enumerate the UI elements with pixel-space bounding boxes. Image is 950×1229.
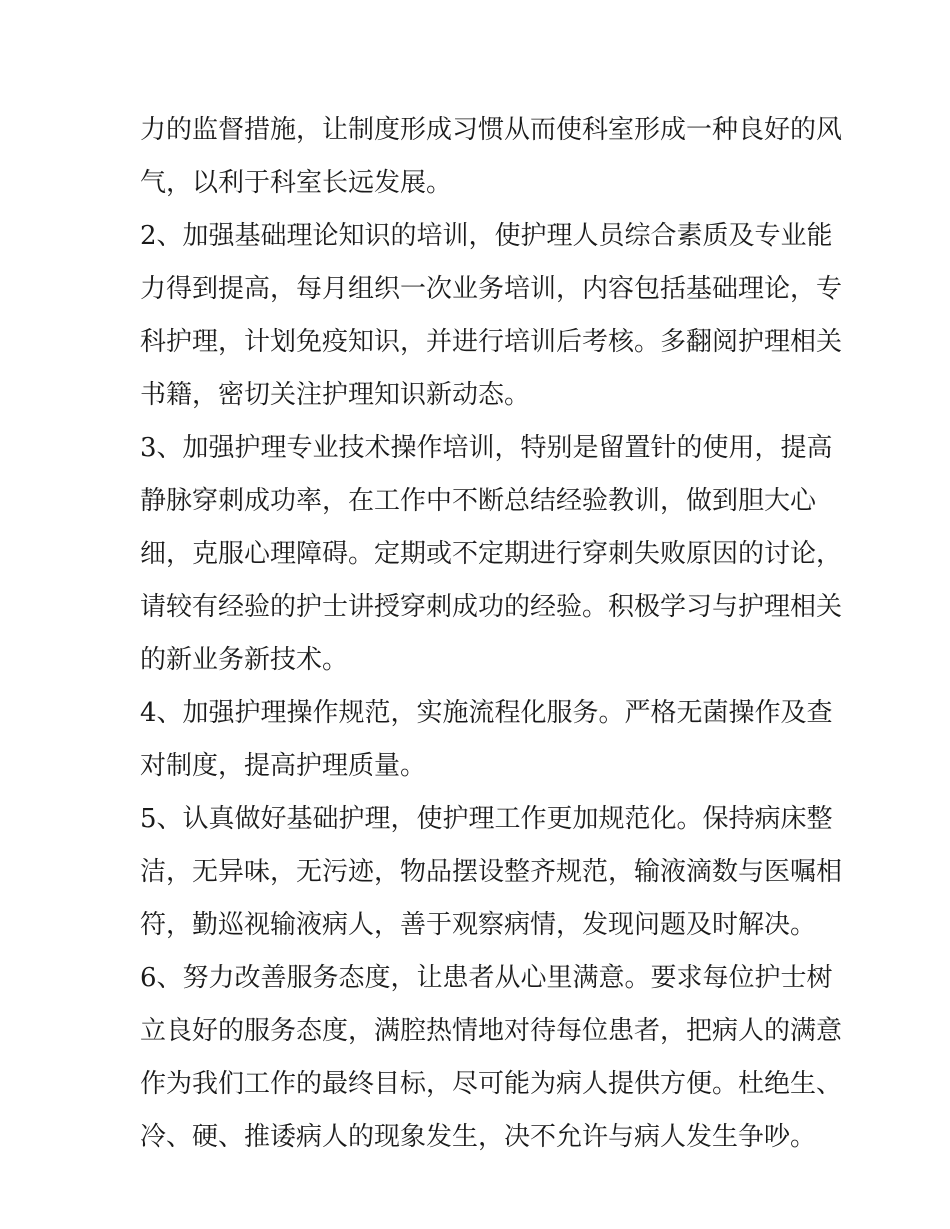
text-line: 冷、硬、推诿病人的现象发生，决不允许与病人发生争吵。 [140,1122,817,1152]
text-line: 科护理，计划免疫知识，并进行培训后考核。多翻阅护理相关 [140,327,843,357]
text-line: 5、认真做好基础护理，使护理工作更加规范化。保持病床整 [140,804,833,834]
text-line: 力得到提高，每月组织一次业务培训，内容包括基础理论，专 [140,274,843,304]
text-line: 气，以利于科室长远发展。 [140,168,453,198]
text-line: 3、加强护理专业技术操作培训，特别是留置针的使用，提高 [140,433,833,463]
document-body [140,104,843,1164]
text-line: 细，克服心理障碍。定期或不定期进行穿刺失败原因的讨论， [140,539,843,569]
text-line: 6、努力改善服务态度，让患者从心里满意。要求每位护士树 [140,963,833,993]
text-line: 作为我们工作的最终目标，尽可能为病人提供方便。杜绝生、 [140,1069,843,1099]
text-line: 洁，无异味，无污迹，物品摆设整齐规范，输液滴数与医嘱相 [140,857,843,887]
text-line: 力的监督措施，让制度形成习惯从而使科室形成一种良好的风 [140,115,843,145]
text-line: 请较有经验的护士讲授穿刺成功的经验。积极学习与护理相关 [140,592,843,622]
text-line: 立良好的服务态度，满腔热情地对待每位患者，把病人的满意 [140,1016,843,1046]
text-line: 静脉穿刺成功率，在工作中不断总结经验教训，做到胆大心 [140,486,817,516]
text-line: 符，勤巡视输液病人，善于观察病情，发现问题及时解决。 [140,910,817,940]
text-line: 4、加强护理操作规范，实施流程化服务。严格无菌操作及查 [140,698,833,728]
text-line: 对制度，提高护理质量。 [140,751,427,781]
text-line: 的新业务新技术。 [140,645,349,675]
text-line: 书籍，密切关注护理知识新动态。 [140,380,531,410]
text-line: 2、加强基础理论知识的培训，使护理人员综合素质及专业能 [140,221,833,251]
